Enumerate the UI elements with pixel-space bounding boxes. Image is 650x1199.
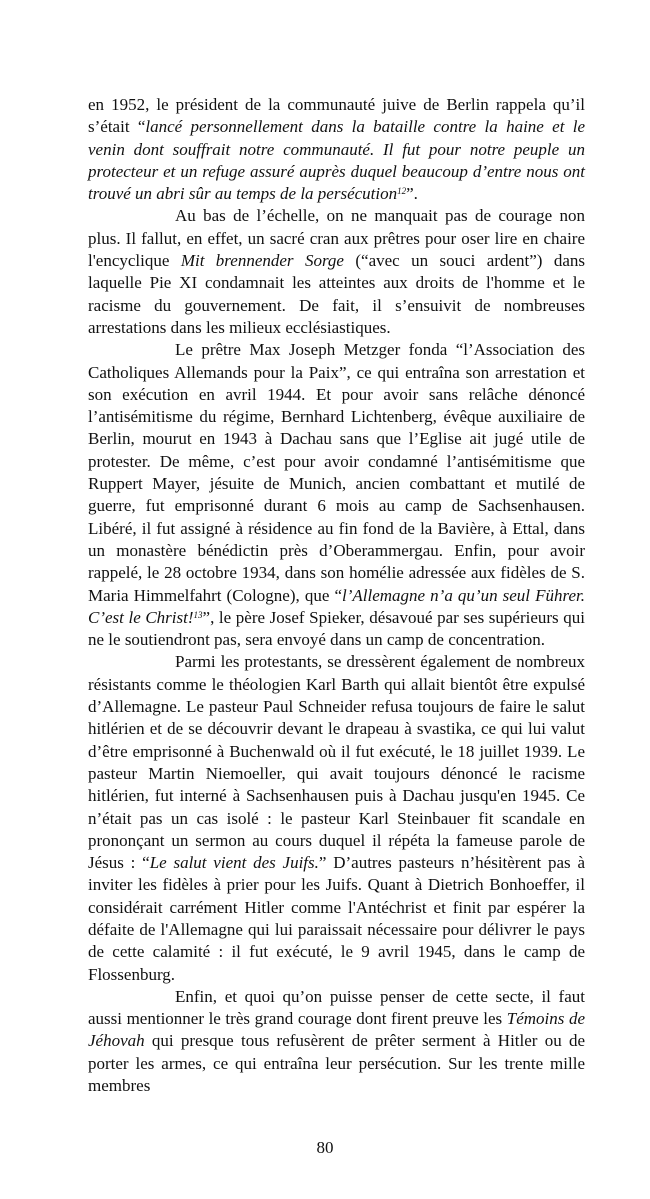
quote-italic: l’Allemagne n’a qu’un seul Führer. C’est le Christ!: [88, 585, 586, 627]
title-italic: Mit brennender Sorge: [180, 251, 344, 271]
footnote-ref: 13: [193, 609, 203, 620]
text: ”, le père Josef Spieker, désavoué par ses supérieurs qui ne le soutiendront pas, sera envoyé dans un camp de concentration.: [88, 607, 585, 650]
text: en 1952, le président de la communauté juive de Berlin rappela qu’il s’était “: [88, 95, 585, 137]
paragraph-protestants: [88, 651, 585, 985]
text: ” D’autres pasteurs n’hésitèrent pas à inviter les fidèles à prier pour les Juifs. Quant à Dietrich Bonhoeffer, il considérait carrément Hitler comme l'Antéchrist et finit par espérer la défaite de l'Allemagne qui lui paraissait nécessaire pour délivrer le pays de cette calamité : il fut exécuté, le 9 avril 1945, dans le camp de Flossenburg.: [88, 853, 585, 984]
text: Le prêtre Max Joseph Metzger fonda “l’Association des Catholiques Allemands pour la Paix”, ce qui entraîna son arrestation et son exécution en avril 1944. Et pour avoir sans relâche dénoncé l’antisémitisme du régime, Bernhard Lichtenberg, évêque auxiliaire de Berlin, mourut en 1943 à Dachau sans que l’Eglise ait jugé utile de protester. De même, c’est pour avoir condamné l’antisémitisme que Ruppert Mayer, jésuite de Munich, ancien combattant et mutilé de guerre, fut emprisonné durant 6 mois au camp de Sachsenhausen. Libéré, il fut assigné à résidence au fin fond de la Bavière, à Ettal, dans un monastère bénédictin près d’Oberammergau. Enfin, pour avoir rappelé, le 28 octobre 1934, dans son homélie adressée aux fidèles de S. Maria Himmelfahrt (Cologne), que “: [88, 340, 585, 605]
text: Au bas de l’échelle, on ne manquait pas de courage non plus. Il fallut, en effet, un sacré cran aux prêtres pour oser lire en chaire l'encyclique: [88, 206, 585, 271]
quote-italic: Le salut vient des Juifs.: [149, 853, 319, 873]
paragraph-catholic-priests: [88, 339, 585, 651]
paragraph-jehovah-witnesses: [88, 986, 585, 1097]
text: Parmi les protestants, se dressèrent également de nombreux résistants comme le théologien Karl Barth qui allait bientôt être expulsé d’Allemagne. Le pasteur Paul Schneider refusa toujours de faire le salut hitlérien et de se découvrir devant le drapeau à svastika, ce qui lui valut d’être emprisonné à Buchenwald où il fut exécuté, le 18 juillet 1939. Le pasteur Martin Niemoeller, qui avait toujours dénoncé le racisme hitlérien, fut interné à Sachsenhausen puis à Dachau jusqu'en 1945. Ce n’était pas un cas isolé : le pasteur Karl Steinbauer fit scandale en prononçant un sermon au cours duquel il répéta la fameuse parole de Jésus : “: [88, 652, 585, 873]
paragraph-berlin-community: [88, 94, 585, 205]
quote-italic: lancé personnellement dans la bataille contre la haine et le venin dont souffrait notre communauté. Il fut pour notre peuple un protecteur et un refuge assuré auprès duquel beaucoup d’entre nous ont trouvé un abri sûr au temps de la persécution: [88, 117, 585, 204]
text: qui presque tous refusèrent de prêter serment à Hitler ou de porter les armes, ce qui entraîna leur persécution. Sur les trente mille membres: [88, 1031, 585, 1096]
text: (“avec un souci ardent”) dans laquelle Pie XI condamnait les atteintes aux droits de l'homme et le racisme du gouvernement. De fait, il s’ensuivit de nombreuses arrestations dans les milieux ecclésiastiques.: [88, 251, 585, 337]
paragraph-encyclical: [88, 205, 585, 339]
text: Enfin, et quoi qu’on puisse penser de cette secte, il faut aussi mentionner le très grand courage dont firent preuve les: [88, 986, 585, 1029]
text: ”.: [406, 184, 418, 204]
footnote-ref: 12: [397, 186, 407, 197]
page-body: [88, 94, 585, 1097]
page-number: 80: [316, 1138, 334, 1158]
name-italic: Témoins de Jéhovah: [88, 1009, 585, 1051]
